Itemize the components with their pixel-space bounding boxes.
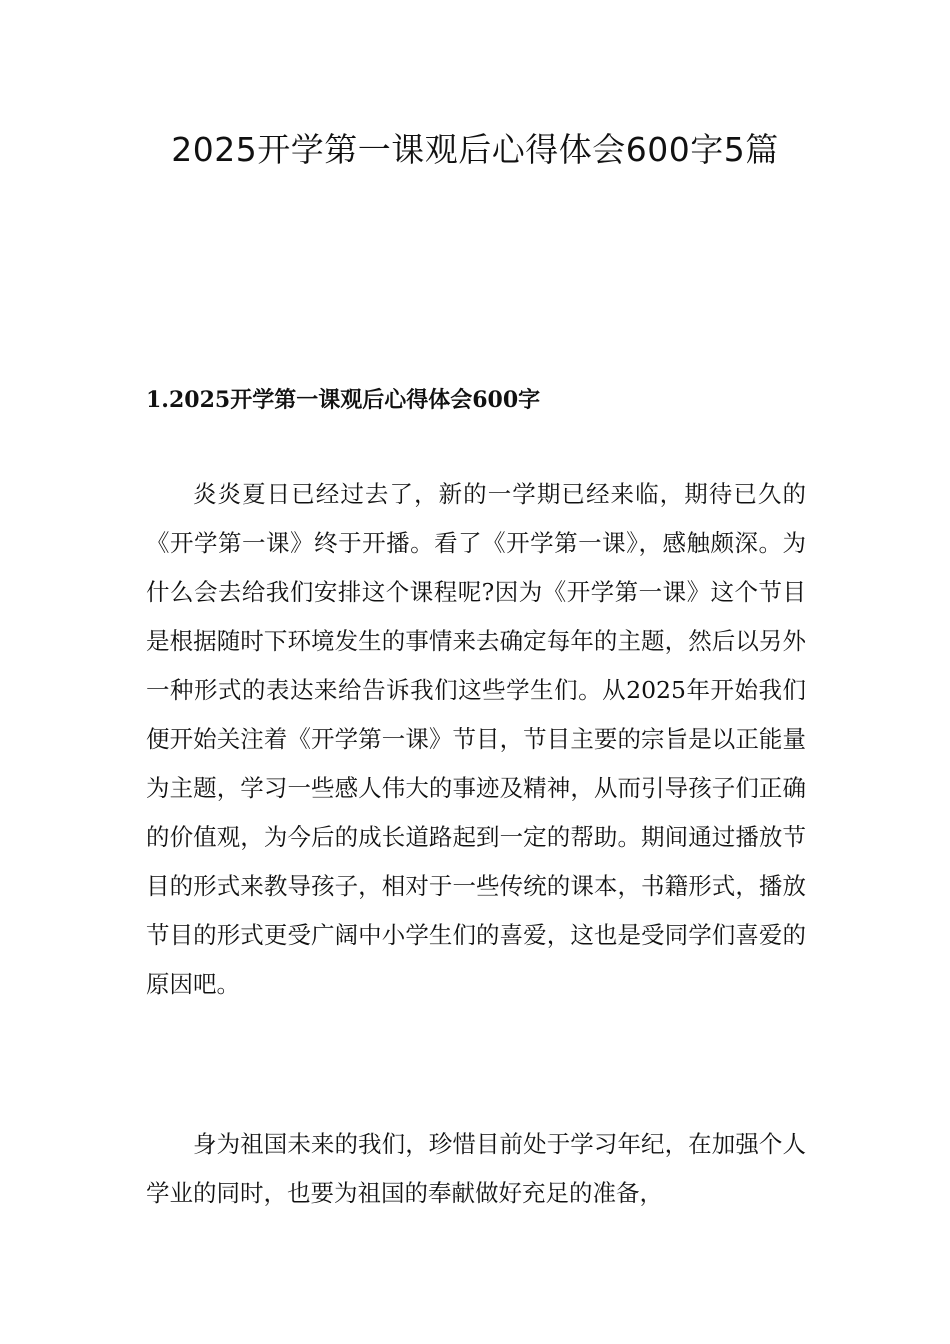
section-heading: 1.2025开学第一课观后心得体会600字 [146, 387, 541, 413]
body-paragraph-2: 身为祖国未来的我们，珍惜目前处于学习年纪，在加强个人学业的同时，也要为祖国的奉献做好充足的准备， [146, 1130, 806, 1207]
body-paragraph-1: 炎炎夏日已经过去了，新的一学期已经来临，期待已久的《开学第一课》终于开播。看了《开学第一课》，感触颇深。为什么会去给我们安排这个课程呢?因为《开学第一课》这个节目是根据随时下环境发生的事情来去确定每年的主题，然后以另外一种形式的表达来给告诉我们这些学生们。从2025年开始我们便开始关注着《开学第一课》节目，节目主要的宗旨是以正能量为主题，学习一些感人伟大的事迹及精神，从而引导孩子们正确的价值观，为今后的成长道路起到一定的帮助。期间通过播放节目的形式来教导孩子，相对于一些传统的课本，书籍形式，播放节目的形式更受广阔中小学生们的喜爱，这也是受同学们喜爱的原因吧。 [146, 480, 806, 998]
document-title: 2025开学第一课观后心得体会600字5篇 [171, 130, 779, 169]
